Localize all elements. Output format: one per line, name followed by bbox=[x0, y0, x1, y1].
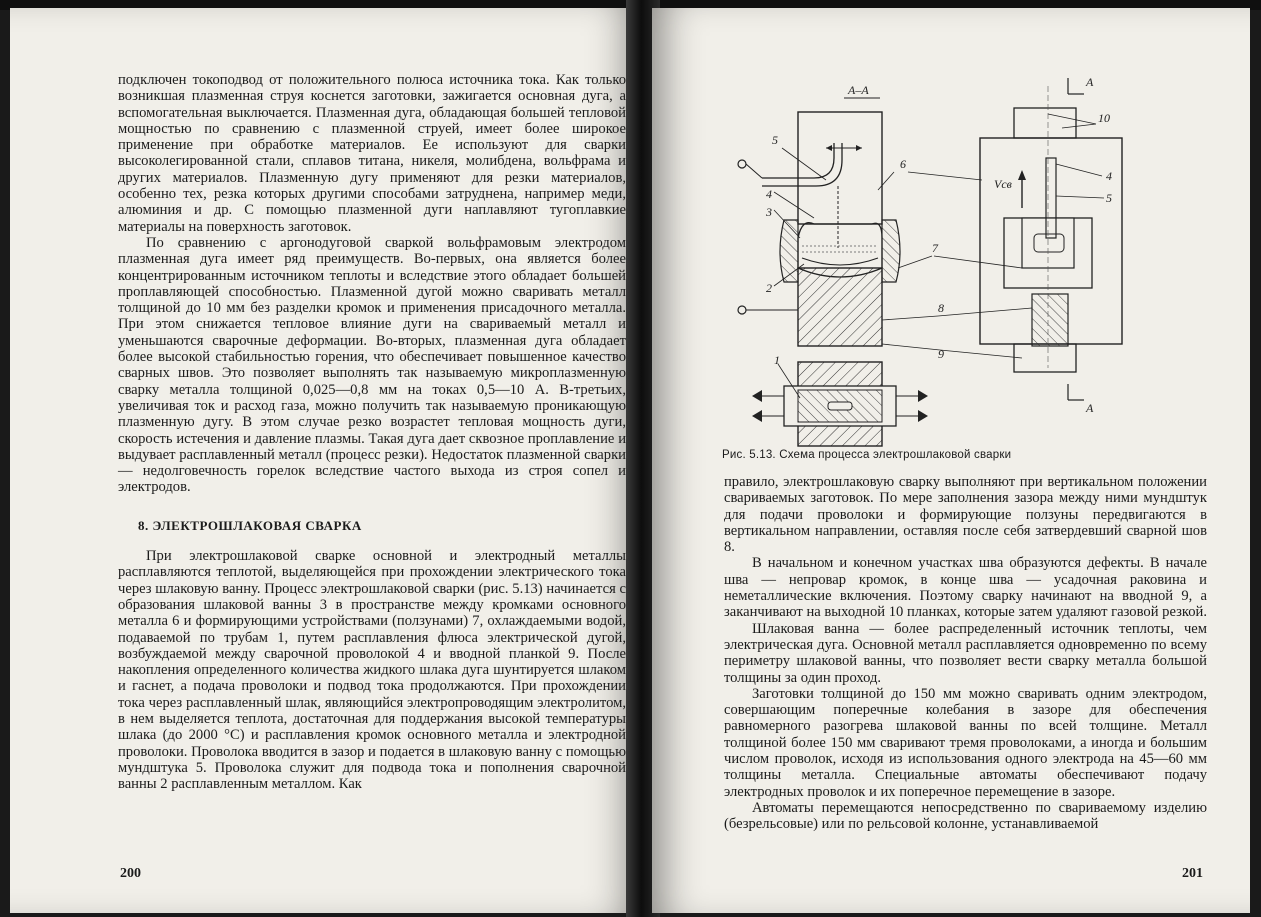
callout-7: 7 bbox=[932, 241, 938, 255]
callout-5-right: 5 bbox=[1106, 191, 1112, 205]
section-heading: 8. ЭЛЕКТРОШЛАКОВАЯ СВАРКА bbox=[138, 517, 362, 533]
figure-caption: Рис. 5.13. Схема процесса электрошлаковой сварки bbox=[722, 449, 1012, 461]
section-label: А–А bbox=[848, 83, 869, 97]
right-page-body bbox=[724, 474, 1207, 833]
callout-3: 3 bbox=[766, 205, 772, 219]
callout-10: 10 bbox=[1098, 111, 1110, 125]
paragraph: По сравнению с аргонодуговой сваркой вольфрамовым электродом плазменная дуга имеет ряд преимуществ. Во-первых, она является более концентрированным источником теплоты и вследствие этого обладает большей проплавляющей способностью. Плазменной дугой можно сваривать металл толщиной до 10 мм без разделки кромок и применения присадочного металла. При этом снижается тепловое влияние дуги на свариваемый металл и уменьшаются сварочные деформации. Во-вторых, плазменная дуга обладает более высокой стабильностью горения, что обеспечивает повышенное качество сварных швов. Это позволяет выполнять так называемую микроплазменную сварку металла толщиной 0,025—0,8 мм на токах 0,5—10 А. В-третьих, увеличивая ток и расход газа, можно получить так называемую проникающую плазменную дугу. В этом случае резко возрастет тепловая мощность дуги, скорость истечения и давление плазмы. Такая дуга дает сквозное проплавление и выдувает расплавленный металл (процесс резки). Недостаток плазменной сварки — недолговечность горелок вследствие частого выхода из строя сопел и электродов. bbox=[118, 234, 626, 496]
left-page-body bbox=[118, 72, 626, 792]
page-number: 200 bbox=[120, 866, 141, 881]
paragraph: правило, электрошлаковую сварку выполняют при вертикальном положении свариваемых заготовок. По мере заполнения зазора между ними мундштук для подачи проволоки и формирующие ползуны передвигаются в вертикальном направлении, оставляя после себя затвердевший сварной шов 8. bbox=[724, 474, 1207, 556]
paragraph: При электрошлаковой сварке основной и электродный металлы расплавляются теплотой, выделяющейся при прохождении электрического тока через шлаковую ванну. Процесс электрошлаковой сварки (рис. 5.13) начинается с образования шлаковой ванны 3 в пространстве между кромками основного металла 6 и формирующими устройствами (ползунами) 7, охлаждаемыми водой, подаваемой по трубам 1, путем расплавления флюса электрической дугой, возбуждаемой между сварочной проволокой 4 и вводной планкой 9. После накопления определенного количества жидкого шлака дуга шунтируется шлаком и гаснет, а подача проволоки и подвод тока продолжаются. При прохождении тока через расплавленный шлак, являющийся электропроводящим электролитом, в нем выделяется теплота, достаточная для поддержания высокой температуры шлака (до 2000 °С) и расплавления кромок основного металла и электродной проволоки. Проволока вводится в зазор и подается в шлаковую ванну с помощью мундштука 5. Проволока служит для подвода тока и пополнения сварочной ванны 2 расплавленным металлом. Как bbox=[118, 548, 626, 793]
paragraph: Автоматы перемещаются непосредственно по свариваемому изделию (безрельсовые) или по рельсовой колонне, устанавливаемой bbox=[724, 799, 1207, 833]
velocity-label: Vсв bbox=[994, 177, 1012, 191]
paragraph: Шлаковая ванна — более распределенный источник теплоты, чем электрическая дуга. Основной металл расплавляется одновременно по всему периметру шлаковой ванны, что позволяет вести сварку металла большой толщины за один проход. bbox=[724, 620, 1207, 686]
callout-2: 2 bbox=[766, 281, 772, 295]
cut-label-bottom: А bbox=[1086, 401, 1094, 415]
weld-seam bbox=[798, 268, 882, 346]
callout-4-left: 4 bbox=[766, 187, 772, 201]
left-page bbox=[10, 8, 638, 913]
callout-8: 8 bbox=[938, 301, 944, 315]
paragraph: Заготовки толщиной до 150 мм можно сваривать одним электродом, совершающим поперечные колебания в зазоре для обеспечения равномерного разогрева шлаковой ванны по всей толщине. Металл толщиной более 150 мм сваривают тремя проволоками, а иногда и большим числом проволок, исходя из использования одного электрода на 45—60 мм толщины металла. Специальные автоматы обеспечивают подачу электродных проволок и их поперечное перемещение в зазоре. bbox=[724, 685, 1207, 800]
paragraph: подключен токоподвод от положительного полюса источника тока. Как только возникшая плазменная струя коснется заготовки, зажигается основная дуга, а вспомогательная выключается. Плазменная дуга, обладающая большей тепловой мощностью по сравнению с плазменной струей, имеет более широкое применение при обработке материалов. Ее используют для сварки высоколегированной стали, сплавов титана, никеля, молибдена, вольфрама и других материалов. Плазменную дугу применяют для резки материалов, особенно тех, резка которых другими способами затруднена, например меди, алюминия и др. С помощью плазменной дуги наплавляют тугоплавкие материалы на поверхность заготовок. bbox=[118, 72, 626, 235]
callout-4-right: 4 bbox=[1106, 169, 1112, 183]
callout-1: 1 bbox=[774, 353, 780, 367]
figure-5-13-diagram bbox=[722, 68, 1142, 458]
cut-label-top: А bbox=[1086, 75, 1094, 89]
page-number: 201 bbox=[1182, 866, 1203, 881]
callout-6: 6 bbox=[900, 157, 906, 171]
right-page bbox=[652, 8, 1250, 913]
callout-5-left: 5 bbox=[772, 133, 778, 147]
base-metal-upper bbox=[798, 112, 882, 224]
callout-9: 9 bbox=[938, 347, 944, 361]
paragraph: В начальном и конечном участках шва образуются дефекты. В начале шва — непровар кромок, в конце шва — усадочная раковина и неметаллические включения. Поэтому сварку начинают на вводной 9, а заканчивают на выходной 10 планках, которые затем удаляют газовой резкой. bbox=[724, 555, 1207, 621]
